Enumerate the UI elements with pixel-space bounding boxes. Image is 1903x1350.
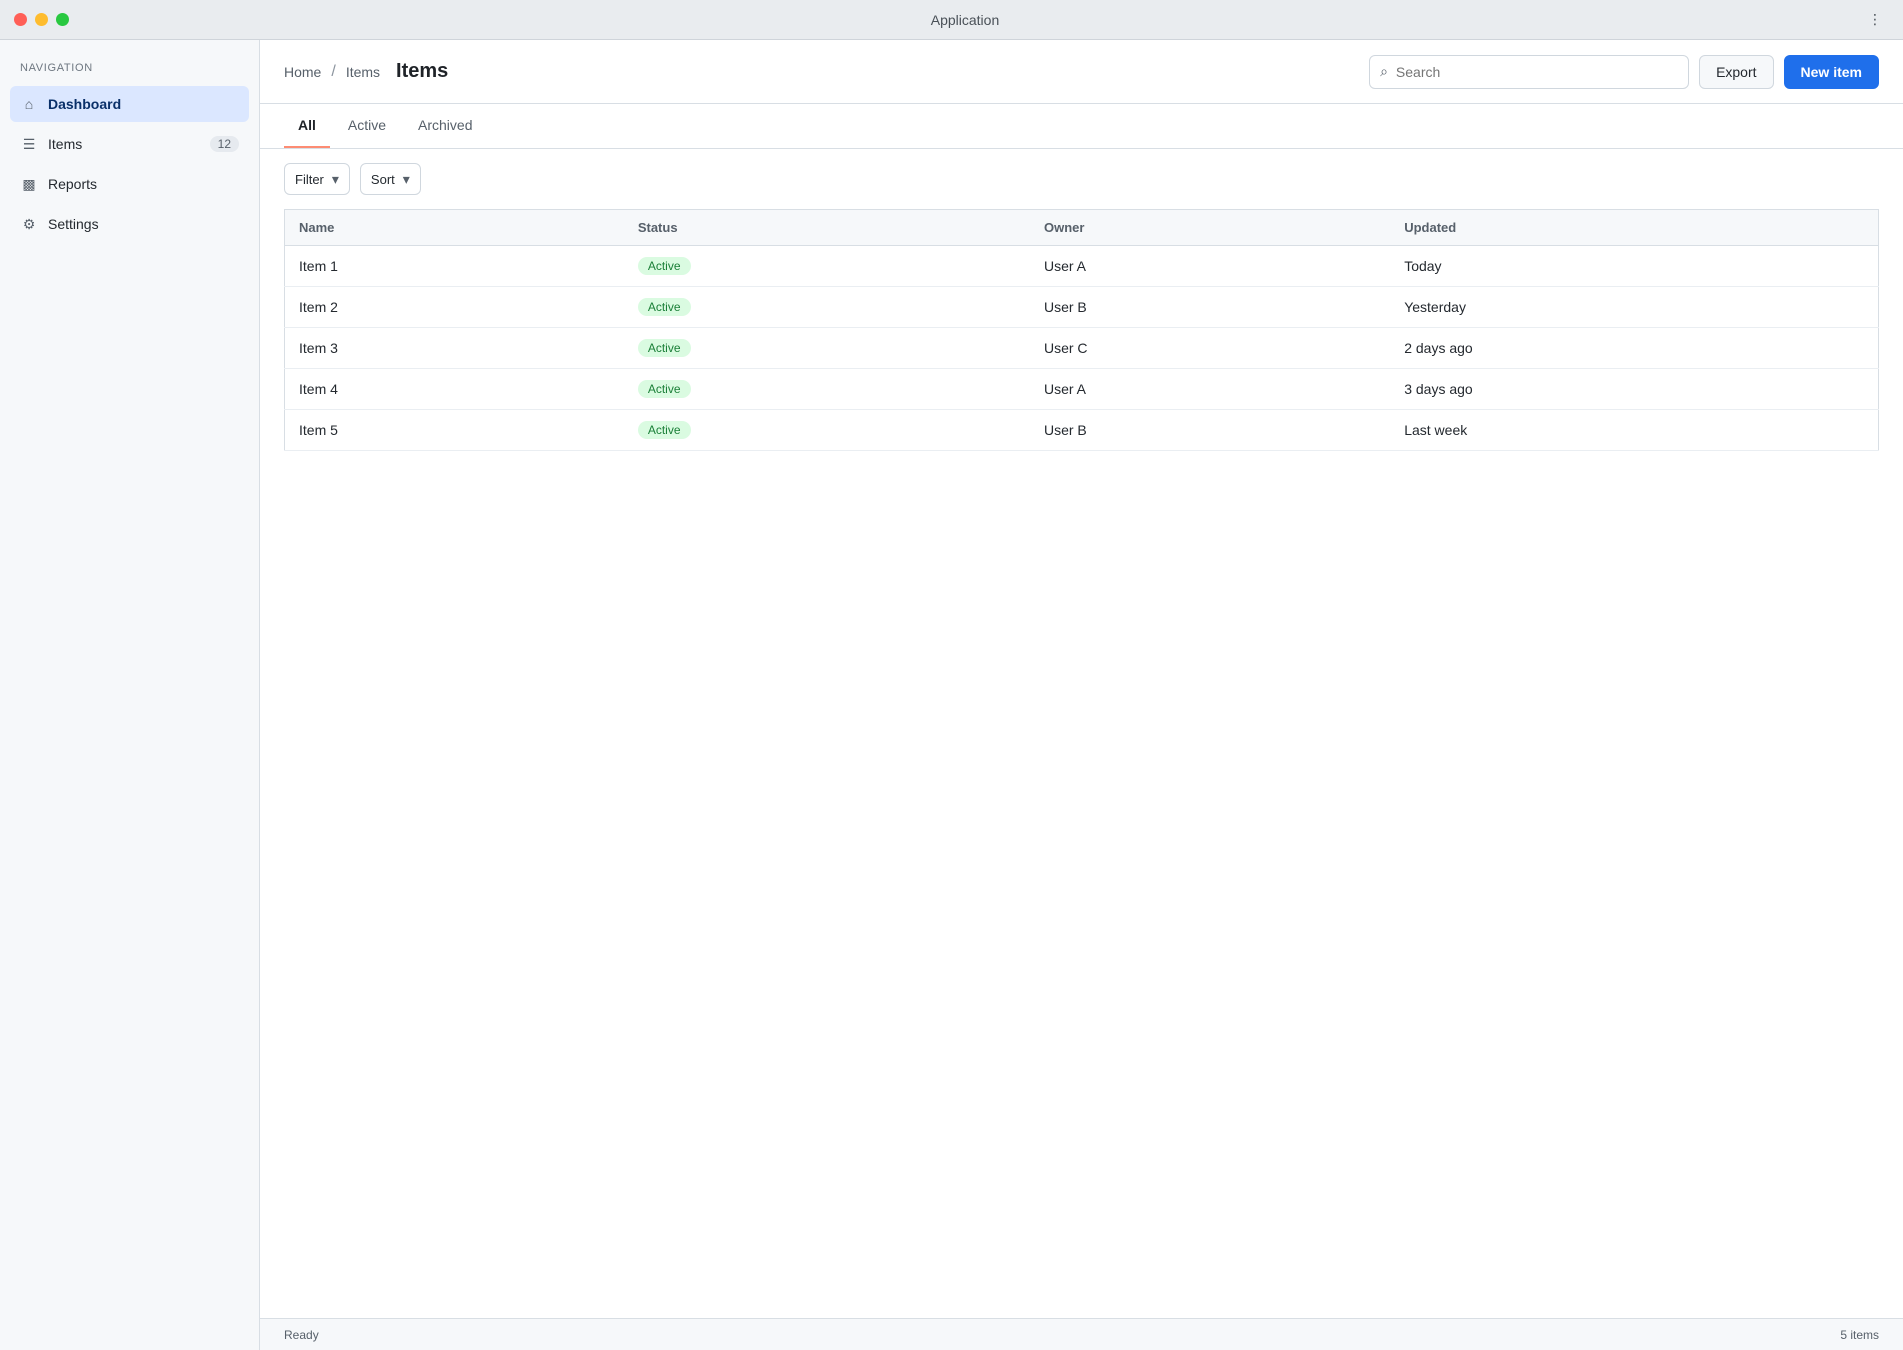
status-badge: Active xyxy=(638,298,691,316)
sort-dropdown[interactable] xyxy=(360,163,421,195)
column-header[interactable]: Owner xyxy=(1030,210,1390,246)
table-cell: User A xyxy=(1030,246,1390,287)
export-button[interactable]: Export xyxy=(1699,55,1773,89)
sidebar-item-dashboard[interactable] xyxy=(10,86,249,122)
title-bar xyxy=(0,0,1903,40)
table-cell: 3 days ago xyxy=(1390,369,1878,410)
table-cell: Item 2 xyxy=(285,287,624,328)
table-cell: Last week xyxy=(1390,410,1878,451)
table-cell: User A xyxy=(1030,369,1390,410)
content-area xyxy=(260,209,1903,1318)
table-cell xyxy=(624,369,1030,410)
sidebar xyxy=(0,40,260,1350)
tab-archived[interactable]: Archived xyxy=(418,117,473,133)
table-row[interactable] xyxy=(285,410,1879,451)
minimize-window-button[interactable] xyxy=(35,13,48,26)
new-item-button[interactable]: New item xyxy=(1784,55,1879,89)
status-badge: Active xyxy=(638,380,691,398)
filter-dropdown[interactable] xyxy=(284,163,350,195)
table-cell: Item 1 xyxy=(285,246,624,287)
status-badge: Active xyxy=(638,421,691,439)
tab-active[interactable]: Active xyxy=(347,117,387,133)
breadcrumb-home[interactable]: Home xyxy=(284,63,322,80)
sidebar-item-label: Items xyxy=(48,136,83,152)
status-bar xyxy=(260,1318,1903,1350)
table-cell: User C xyxy=(1030,328,1390,369)
sidebar-item-items[interactable] xyxy=(10,126,249,162)
tab-bar xyxy=(260,104,1903,149)
search-box[interactable] xyxy=(1369,55,1689,89)
list-toolbar xyxy=(260,149,1903,209)
sidebar-item-label: Dashboard xyxy=(48,96,122,112)
table-cell xyxy=(624,328,1030,369)
status-badge: Active xyxy=(638,339,691,357)
sidebar-item-settings[interactable] xyxy=(10,206,249,242)
filter-label: Filter xyxy=(295,171,324,187)
column-header[interactable]: Updated xyxy=(1390,210,1878,246)
page-header xyxy=(260,40,1903,104)
items-table xyxy=(284,209,1879,451)
table-cell xyxy=(624,410,1030,451)
table-cell: Item 5 xyxy=(285,410,624,451)
sidebar-heading: NAVIGATION xyxy=(20,62,93,74)
sidebar-item-label: Settings xyxy=(48,216,99,232)
sort-label: Sort xyxy=(370,171,395,187)
tab-all[interactable]: All xyxy=(284,104,330,148)
app-body xyxy=(0,40,1903,1350)
table-cell xyxy=(624,287,1030,328)
gear-icon: ⚙ xyxy=(22,215,36,232)
status-left: Ready xyxy=(284,1327,319,1342)
table-row[interactable] xyxy=(285,369,1879,410)
table-cell: 2 days ago xyxy=(1390,328,1878,369)
column-header[interactable]: Name xyxy=(285,210,624,246)
chart-icon: ▩ xyxy=(22,175,36,192)
breadcrumb-separator-icon: / xyxy=(331,62,336,80)
table-header-row xyxy=(285,210,1879,246)
search-input[interactable] xyxy=(1396,64,1678,80)
table-cell: Item 3 xyxy=(285,328,624,369)
table-cell: Yesterday xyxy=(1390,287,1878,328)
status-right: 5 items xyxy=(1840,1327,1879,1342)
table-cell xyxy=(624,246,1030,287)
status-badge: Active xyxy=(638,257,691,275)
table-row[interactable] xyxy=(285,328,1879,369)
page-title: Items xyxy=(396,60,449,82)
chevron-down-icon: ▾ xyxy=(402,170,410,187)
more-options-icon[interactable]: ⋮ xyxy=(1868,11,1882,27)
table-cell: User B xyxy=(1030,287,1390,328)
table-row[interactable] xyxy=(285,287,1879,328)
window-title: Application xyxy=(930,11,1000,28)
home-icon: ⌂ xyxy=(24,96,34,112)
main-panel xyxy=(260,40,1903,1350)
window-controls xyxy=(14,13,69,26)
search-icon: ⌕ xyxy=(1380,63,1388,79)
table-cell: Item 4 xyxy=(285,369,624,410)
column-header[interactable]: Status xyxy=(624,210,1030,246)
close-window-button[interactable] xyxy=(14,13,27,26)
sidebar-item-label: Reports xyxy=(48,176,98,192)
breadcrumb-current: Items xyxy=(345,63,381,80)
table-cell: Today xyxy=(1390,246,1878,287)
table-row[interactable] xyxy=(285,246,1879,287)
list-icon: ☰ xyxy=(22,135,36,152)
table-cell: User B xyxy=(1030,410,1390,451)
sidebar-item-reports[interactable] xyxy=(10,166,249,202)
maximize-window-button[interactable] xyxy=(56,13,69,26)
sidebar-item-count: 12 xyxy=(210,136,239,152)
chevron-down-icon: ▾ xyxy=(331,170,339,187)
